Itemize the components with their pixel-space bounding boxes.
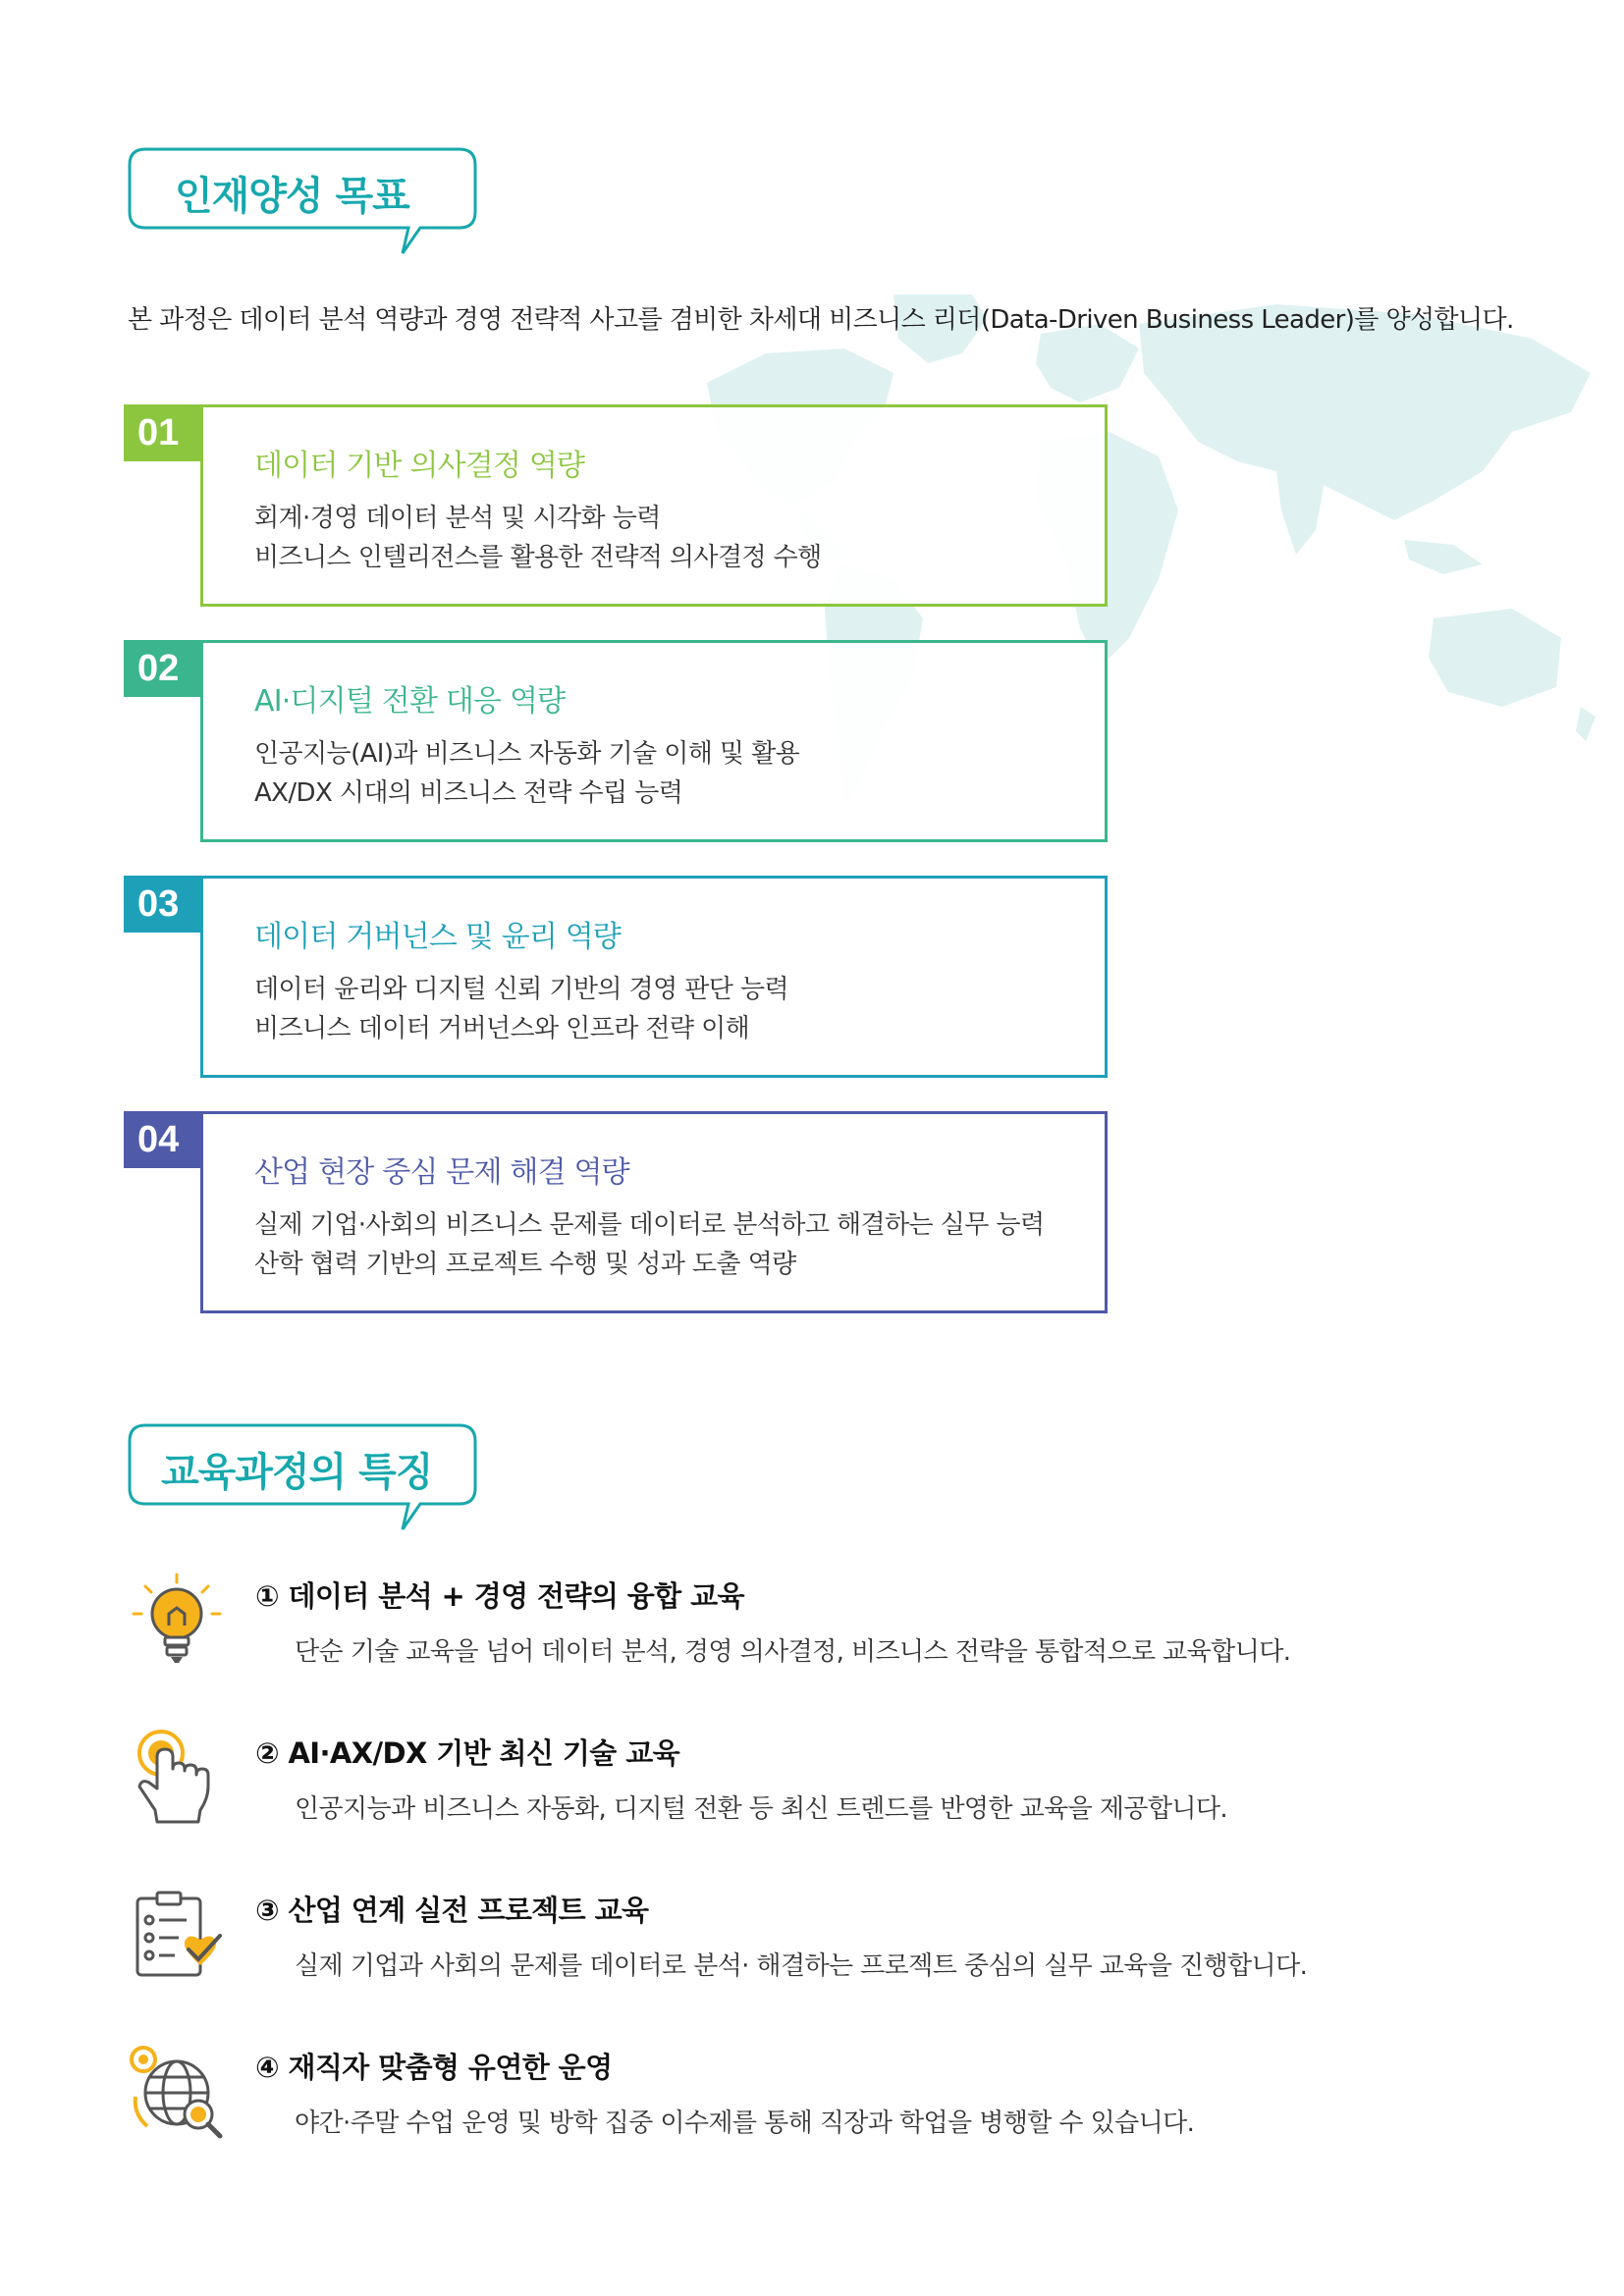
- feature-body: 야간·주말 수업 운영 및 방학 집중 이수제를 통해 직장과 학업을 병행할 수 있습니다.: [295, 2109, 1195, 2138]
- intro-text: 본 과정은 데이터 분석 역량과 경영 전략적 사고를 겸비한 차세대 비즈니스 리더(Data-Driven Business Leader)를 양성합니다.: [128, 305, 1514, 335]
- goal-line: 실제 기업·사회의 비즈니스 문제를 데이터로 분석하고 해결하는 실무 능력: [254, 1210, 1045, 1240]
- touch-hand-icon: [128, 1728, 226, 1826]
- goal-line: 인공지능(AI)과 비즈니스 자동화 기술 이해 및 활용: [254, 739, 800, 769]
- goal-line: AX/DX 시대의 비즈니스 전략 수립 능력: [254, 778, 683, 808]
- feature-item: [128, 2042, 1502, 2160]
- feature-heading: ③ 산업 연계 실전 프로젝트 교육: [255, 1894, 649, 1927]
- checklist-icon: [128, 1885, 226, 1983]
- section-title-bubble-goals: [126, 147, 479, 230]
- section-title-bubble-features: [126, 1423, 479, 1506]
- goal-card: [200, 876, 1108, 1078]
- goal-line: 산학 협력 기반의 프로젝트 수행 및 성과 도출 역량: [254, 1250, 796, 1279]
- goal-line: 회계·경영 데이터 분석 및 시각화 능력: [254, 504, 661, 533]
- feature-heading: ① 데이터 분석 + 경영 전략의 융합 교육: [255, 1579, 744, 1613]
- goal-card: [200, 404, 1108, 607]
- goal-card: [200, 1111, 1108, 1313]
- feature-item: [128, 1728, 1502, 1845]
- goal-line: 비즈니스 데이터 거버넌스와 인프라 전략 이해: [254, 1014, 750, 1043]
- lightbulb-icon: [128, 1571, 226, 1669]
- goal-title: 산업 현장 중심 문제 해결 역량: [254, 1155, 629, 1190]
- section-title-features: 교육과정의 특징: [161, 1450, 433, 1495]
- goal-number-badge: 04: [124, 1111, 202, 1168]
- goal-number-badge: 01: [124, 404, 202, 461]
- feature-heading: ② AI·AX/DX 기반 최신 기술 교육: [255, 1736, 680, 1770]
- feature-item: [128, 1571, 1502, 1688]
- feature-item: [128, 1885, 1502, 2002]
- goal-line: 비즈니스 인텔리전스를 활용한 전략적 의사결정 수행: [254, 543, 822, 572]
- feature-body: 단순 기술 교육을 넘어 데이터 분석, 경영 의사결정, 비즈니스 전략을 통합적으로 교육합니다.: [295, 1637, 1291, 1667]
- section-title-goals: 인재양성 목표: [175, 174, 409, 219]
- feature-body: 실제 기업과 사회의 문제를 데이터로 분석· 해결하는 프로젝트 중심의 실무 교육을 진행합니다.: [295, 1951, 1308, 1981]
- goal-card: [200, 640, 1108, 842]
- goal-line: 데이터 윤리와 디지털 신뢰 기반의 경영 판단 능력: [254, 975, 788, 1004]
- globe-search-icon: [128, 2042, 226, 2140]
- goal-title: 데이터 기반 의사결정 역량: [254, 449, 585, 483]
- goal-title: 데이터 거버넌스 및 윤리 역량: [254, 920, 622, 954]
- goal-title: AI·디지털 전환 대응 역량: [254, 684, 566, 719]
- goal-number-badge: 03: [124, 876, 202, 933]
- goal-number-badge: 02: [124, 640, 202, 697]
- feature-body: 인공지능과 비즈니스 자동화, 디지털 전환 등 최신 트렌드를 반영한 교육을 제공합니다.: [295, 1794, 1228, 1824]
- feature-heading: ④ 재직자 맞춤형 유연한 운영: [255, 2051, 613, 2084]
